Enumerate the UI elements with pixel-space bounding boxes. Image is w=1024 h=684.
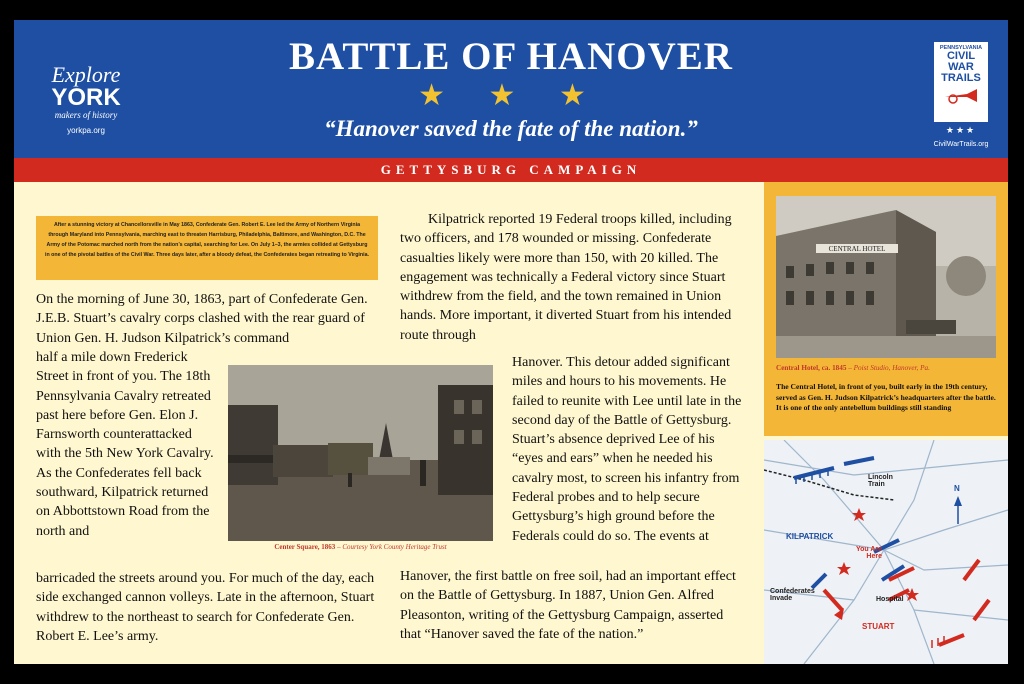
column1-paragraph-wrap: half a mile down Frederick Street in front of you. The 18th Pennsylvania Cavalry retreated past here before Gen. Elon J. Farnsworth counterattacked with the 5th New York Cavalry. As the Confederates fell back southward, Kilpatrick returned on Abbottstown Road from the north and (36, 350, 214, 539)
bugle-icon (941, 86, 981, 104)
column1-paragraph-bottom: barricaded the streets around you. For much of the day, each side exchanged cannon volleys. Late in the afternoon, Stuart withdrew to the northeast to search for Confederate Gen. Robert E. Lee’s army. (36, 571, 375, 644)
cwt-state: PENNSYLVANIA (939, 45, 983, 51)
battle-map (764, 440, 1008, 664)
historical-marker (14, 20, 1008, 664)
map-label-hospital: Hospital (876, 596, 904, 603)
column2-paragraph-top: Kilpatrick reported 19 Federal troops killed, including two officers, and 178 wounded or missing. Confederate casualties likely were more than 150, with 20 killed. The engagement was technically a Federal victory since Stuart withdrew from the field, and the town remained in Union hands. More important, it diverted Stuart from his intended route through (400, 212, 732, 343)
header-banner (14, 20, 1008, 158)
column1-paragraph-top: On the morning of June 30, 1863, part of Confederate Gen. J.E.B. Stuart’s cavalry corps clashed with the rear guard of Union Gen. H. Judson Kilpatrick’s command (36, 292, 368, 346)
photo2-credit: – Poist Studio, Hanover, Pa. (846, 364, 930, 372)
cwt-line1: CIVIL WAR (946, 50, 976, 73)
title-quote: “Hanover saved the fate of the nation.” (324, 116, 698, 141)
photo1-credit: – Courtesy York County Heritage Trust (335, 543, 447, 551)
center-square-caption (228, 543, 493, 551)
explore-york-url: yorkpa.org (67, 126, 105, 135)
map-label-lincoln-train: Lincoln Train (868, 474, 893, 488)
column2-paragraph-bottom: Hanover, the first battle on free soil, had an important effect on the Battle of Gettysburg. In 1887, Union Gen. Alfred Pleasonton, writing of the Gettysburg Campaign, asserted that “Hanover saved the fate of the nation.” (400, 569, 736, 642)
explore-york-line2: YORK (51, 84, 121, 111)
explore-york-line1: Explore (51, 62, 121, 87)
cwt-url: CivilWarTrails.org (933, 141, 989, 148)
photo1-caption: Center Square, 1863 (274, 543, 336, 551)
center-square-photo (228, 365, 493, 541)
title-stars: ★ ★ ★ (418, 79, 604, 112)
central-hotel-description: The Central Hotel, in front of you, built early in the 19th century, served as Gen. H. Judson Kilpatrick’s headquarters after the battle. It is one of the only antebellum buildings still standing (776, 382, 996, 412)
map-label-confederates-invade: Confederates Invade (770, 588, 815, 602)
cwt-stars: ★★★ (934, 122, 988, 138)
map-label-you-are-here: You Are Here (855, 546, 882, 560)
map-label-stuart: STUART (862, 622, 895, 631)
column2-paragraph-wrap: Hanover. This detour added significant miles and hours to his movements. He failed to reunite with Lee until late in the second day of the Battle of Gettysburg. Stuart’s absence deprived Lee of his “eyes and ears” when he needed his cavalry most, to screen his infantry from Federal probes and to help secure Gettysburg’s high ground before the Federals could do so. The events at (512, 355, 742, 544)
campaign-banner: GETTYSBURG CAMPAIGN (14, 158, 1008, 182)
photo2-caption: Central Hotel, ca. 1845 (776, 364, 847, 372)
map-label-kilpatrick: KILPATRICK (786, 532, 834, 541)
hotel-sign-text: CENTRAL HOTEL (828, 245, 886, 253)
civil-war-trails-logo (934, 42, 988, 138)
page-title: BATTLE OF HANOVER (289, 35, 733, 78)
north-arrow-icon: N (954, 484, 960, 493)
intro-box: After a stunning victory at Chancellorsville in May 1863, Confederate Gen. Robert E. Lee led the Army of Northern Virginia through Maryland into Pennsylvania, marching east to threaten Harrisburg, Philadelphia, Baltimore, and Washington, D.C. The Army of the Potomac marched north from the nation’s capital, searching for Lee. On July 1–3, the armies collided at Gettysburg in one of the pivotal battles of the Civil War. Three days later, after a bloody defeat, the Confederates began retreating to Virginia. (36, 216, 378, 280)
cwt-line2: TRAILS (941, 72, 981, 84)
central-hotel-photo (776, 196, 996, 358)
central-hotel-caption (776, 364, 996, 372)
explore-york-tagline: makers of history (54, 110, 118, 120)
